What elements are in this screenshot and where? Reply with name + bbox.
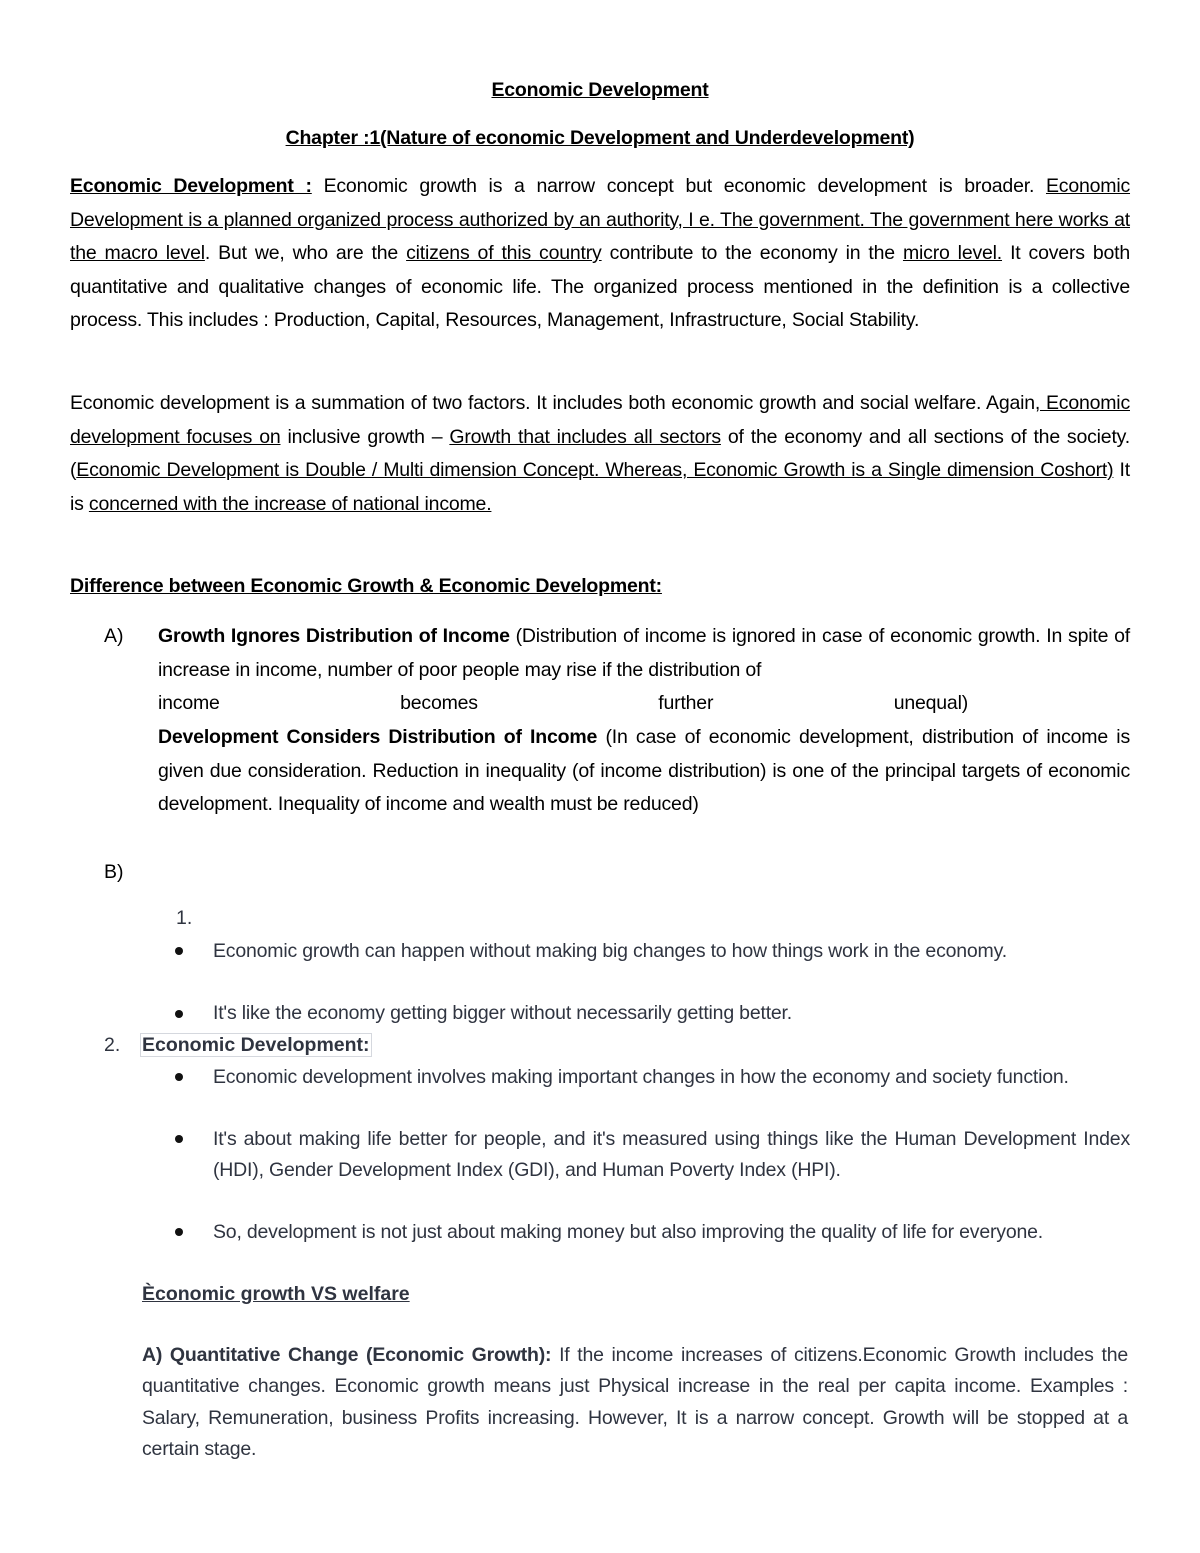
text: contribute to the economy in the [601,242,903,265]
bullet-icon [175,1228,183,1236]
list-item: Economic growth can happen without making big changes to how things work in the economy. [213,940,1007,962]
section-a-label: A) [104,625,124,647]
paragraph-summation [70,387,1130,521]
difference-heading: Difference between Economic Growth & Economic Development: [70,575,662,597]
text: inclusive growth – [280,425,450,448]
list-item: It's like the economy getting bigger without necessarily getting better. [213,1002,792,1024]
development-considers-distribution [158,721,1130,822]
text-bold: Growth Ignores Distribution of Income [158,625,510,647]
text-underlined: , Economic development focuses on [70,392,1130,448]
list-item: So, development is not just about making money but also improving the quality of life for everyone. [213,1221,1044,1243]
paragraph-definition [70,170,1130,338]
text: Economic growth is a narrow concept but economic development is broader. [311,175,1046,197]
bullet-icon [175,1010,183,1018]
text: Economic development is a summation of two factors. It includes both economic growth and social welfare. Again [70,392,1035,414]
subheading-text: Economic Development: [142,1034,370,1056]
list-number-2: 2. [104,1034,121,1056]
text: (Distribution of income is ignored in case of economic growth. In spite of increase in income, number of poor people may rise if the distribution of [158,625,1130,681]
text: If the income increases of citizens.Economic Growth includes the quantitative changes. Economic growth means just Physical increase in the real per capita income. Examples : Salary, Remuneration, business Profits increasing. However, It is a narrow concept. Growth will be stopped at a certain stage. [142,1344,1129,1460]
document-title: Economic Development [491,79,709,101]
bullet-icon [175,1073,183,1081]
quantitative-change-paragraph [142,1340,1128,1465]
text: . But we, who are the [204,242,407,265]
section-b-label: B) [104,861,124,883]
text-underlined: Economic Development is Double / Multi dimension Concept. Whereas, Economic Growth is a Single dimension Coshort) [76,459,1114,482]
bullet-icon [175,947,183,955]
list-number-1: 1. [176,907,193,929]
text-underlined: micro level. [902,242,1003,265]
growth-tail-line: income becomes further unequal) [158,692,968,714]
list-item: It's about making life better for people, and it's measured using things like the Human Development Index (HDI), Gender Development Index (GDI), and Human Poverty Index (HPI). [213,1128,1130,1181]
text: It covers both quantitative and qualitative changes of economic life. The organized process mentioned in the definition is a collective process. This includes : Production, Capital, Resources, Management, Infrastructure, Social Stability. [70,242,1130,332]
economic-development-subheading [140,1029,372,1063]
text-underlined: Growth that includes all sectors [449,425,721,448]
text-bold: Development Considers Distribution of Income [158,726,598,748]
text-underlined: concerned with the increase of national income. [88,492,492,515]
text-underlined: citizens of this country [406,242,602,265]
text-bold: A) Quantitative Change (Economic Growth): [142,1344,552,1366]
text: of the economy and all sections of the society. ( [70,425,1130,482]
text: (In case of economic development, distribution of income is given due consideration. Reduction in inequality (of income distribution) is one of the principal targets of economic development. Inequality of income and wealth must be reduced) [158,726,1130,816]
term-label: Economic Development : [70,175,312,197]
growth-ignores-distribution [158,620,1130,687]
bullet-icon [175,1135,183,1143]
text: It is [70,459,1130,515]
text-underlined: Economic Development is a planned organized process authorized by an authority, I e. The government. The government here works at the macro level [70,175,1131,265]
welfare-heading: Èconomic growth VS welfare [142,1283,410,1305]
chapter-heading: Chapter :1(Nature of economic Development and Underdevelopment) [285,127,915,149]
list-item: Economic development involves making important changes in how the economy and society function. [213,1066,1069,1088]
